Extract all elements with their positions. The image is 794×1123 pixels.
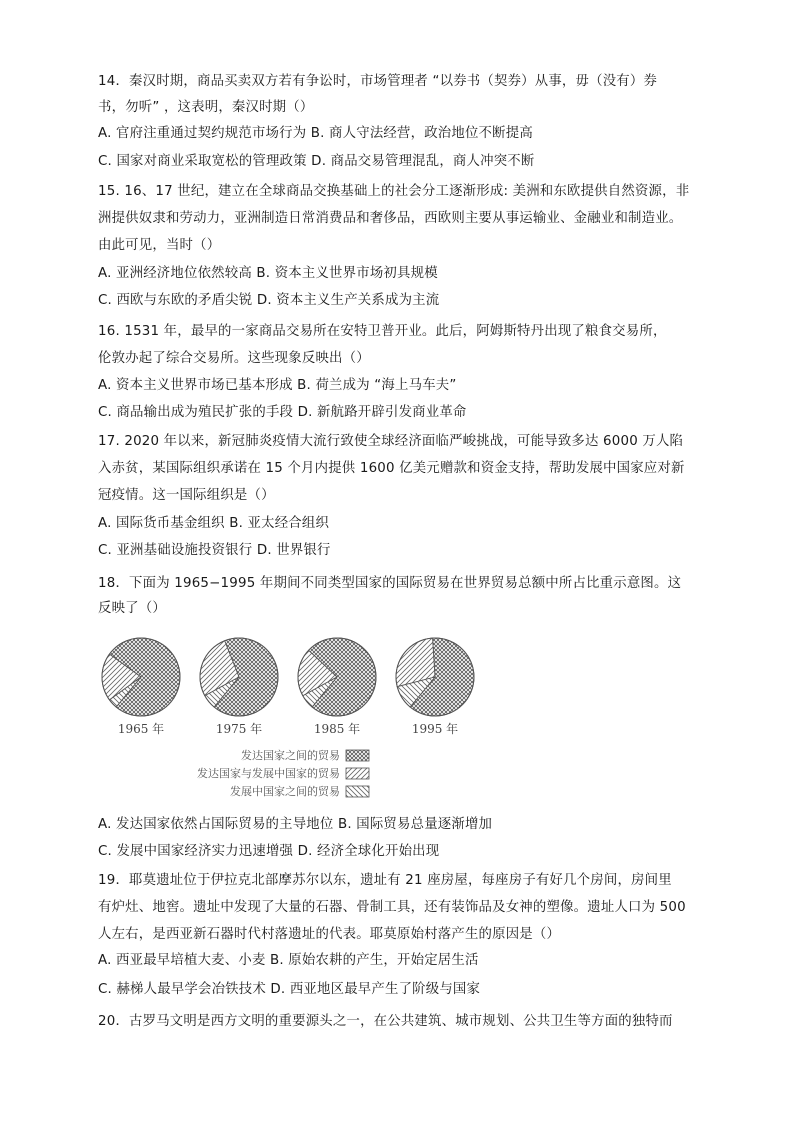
- question-18-options-line: C. 发展中国家经济实力迅速增强 D. 经济全球化开始出现: [98, 844, 440, 859]
- question-19-options-line: C. 赫梯人最早学会冶铁技术 D. 西亚地区最早产生了阶级与国家: [98, 982, 481, 997]
- question-18-options-line: A. 发达国家依然占国际贸易的主导地位 B. 国际贸易总量逐渐增加: [98, 817, 493, 832]
- question-15-options-line: A. 亚洲经济地位依然较高 B. 资本主义世界市场初具规模: [98, 266, 438, 281]
- question-18-stem-line: 反映了（）: [98, 601, 166, 616]
- question-16-stem-line: 16. 1531 年，最早的一家商品交易所在安特卫普开业。此后，阿姆斯特丹出现了粮食交易所，: [98, 324, 667, 339]
- legend-label: 发展中国家之间的贸易: [230, 785, 340, 798]
- question-17-stem-line: 17. 2020 年以来，新冠肺炎疫情大流行致使全球经济面临严峻挑战，可能导致多达 6000 万人陷: [98, 434, 684, 449]
- question-19-stem-line: 19．耶莫遗址位于伊拉克北部摩苏尔以东，遗址有 21 座房屋，每座房子有好几个房间，房间里: [98, 873, 672, 888]
- question-17-stem-line: 冠疫情。这一国际组织是（）: [98, 488, 275, 503]
- question-20-stem-line: 20．古罗马文明是西方文明的重要源头之一，在公共建筑、城市规划、公共卫生等方面的独特而: [98, 1014, 673, 1029]
- question-14-stem-line: 14．秦汉时期，商品买卖双方若有争讼时，市场管理者 “以券书（契券）从事，毋（没有）券: [98, 74, 658, 89]
- question-16-options-line: A. 资本主义世界市场已基本形成 B. 荷兰成为 “海上马车夫”: [98, 378, 457, 393]
- pie-year-label: 1995 年: [411, 722, 459, 736]
- question-18-stem-line: 18．下面为 1965−1995 年期间不同类型国家的国际贸易在世界贸易总额中所占比重示意图。这: [98, 576, 682, 591]
- question-17-options-line: C. 亚洲基础设施投资银行 D. 世界银行: [98, 543, 331, 558]
- question-19-options-line: A. 西亚最早培植大麦、小麦 B. 原始农耕的产生，开始定居生活: [98, 953, 479, 968]
- legend-swatch: [346, 750, 369, 761]
- trade-pie-chart: [98, 632, 498, 802]
- question-17-stem-line: 入赤贫，某国际组织承诺在 15 个月内提供 1600 亿美元赠款和资金支持，帮助发展中国家应对新: [98, 461, 685, 476]
- question-14-options-line: C. 国家对商业采取宽松的管理政策 D. 商品交易管理混乱，商人冲突不断: [98, 154, 535, 169]
- pie-year-label: 1975 年: [215, 722, 263, 736]
- question-14-options-line: A. 官府注重通过契约规范市场行为 B. 商人守法经营，政治地位不断提高: [98, 126, 533, 141]
- question-16-stem-line: 伦敦办起了综合交易所。这些现象反映出（）: [98, 351, 370, 366]
- pie-year-label: 1985 年: [313, 722, 361, 736]
- question-14-stem-line: 书，勿听” ，这表明，秦汉时期（）: [98, 100, 314, 115]
- pie-year-label: 1965 年: [117, 722, 165, 736]
- question-15-options-line: C. 西欧与东欧的矛盾尖锐 D. 资本主义生产关系成为主流: [98, 293, 440, 308]
- legend-label: 发达国家之间的贸易: [241, 749, 340, 762]
- question-17-options-line: A. 国际货币基金组织 B. 亚太经合组织: [98, 516, 330, 531]
- question-15-stem-line: 洲提供奴隶和劳动力，亚洲制造日常消费品和奢侈品，西欧则主要从事运输业、金融业和制造业。: [98, 211, 683, 226]
- legend-swatch: [346, 786, 369, 797]
- question-15-stem-line: 15. 16、17 世纪，建立在全球商品交换基础上的社会分工逐渐形成: 美洲和东欧提供自然资源，非: [98, 184, 690, 199]
- question-19-stem-line: 人左右，是西亚新石器时代村落遗址的代表。耶莫原始村落产生的原因是（）: [98, 927, 561, 942]
- legend-label: 发达国家与发展中国家的贸易: [197, 767, 340, 780]
- question-19-stem-line: 有炉灶、地窖。遗址中发现了大量的石器、骨制工具，还有装饰品及女神的塑像。遗址人口为 500: [98, 900, 686, 915]
- question-16-options-line: C. 商品输出成为殖民扩张的手段 D. 新航路开辟引发商业革命: [98, 405, 467, 420]
- legend-swatch: [346, 768, 369, 779]
- question-15-stem-line: 由此可见，当时（）: [98, 238, 221, 253]
- trade-pie-figure: [98, 632, 498, 802]
